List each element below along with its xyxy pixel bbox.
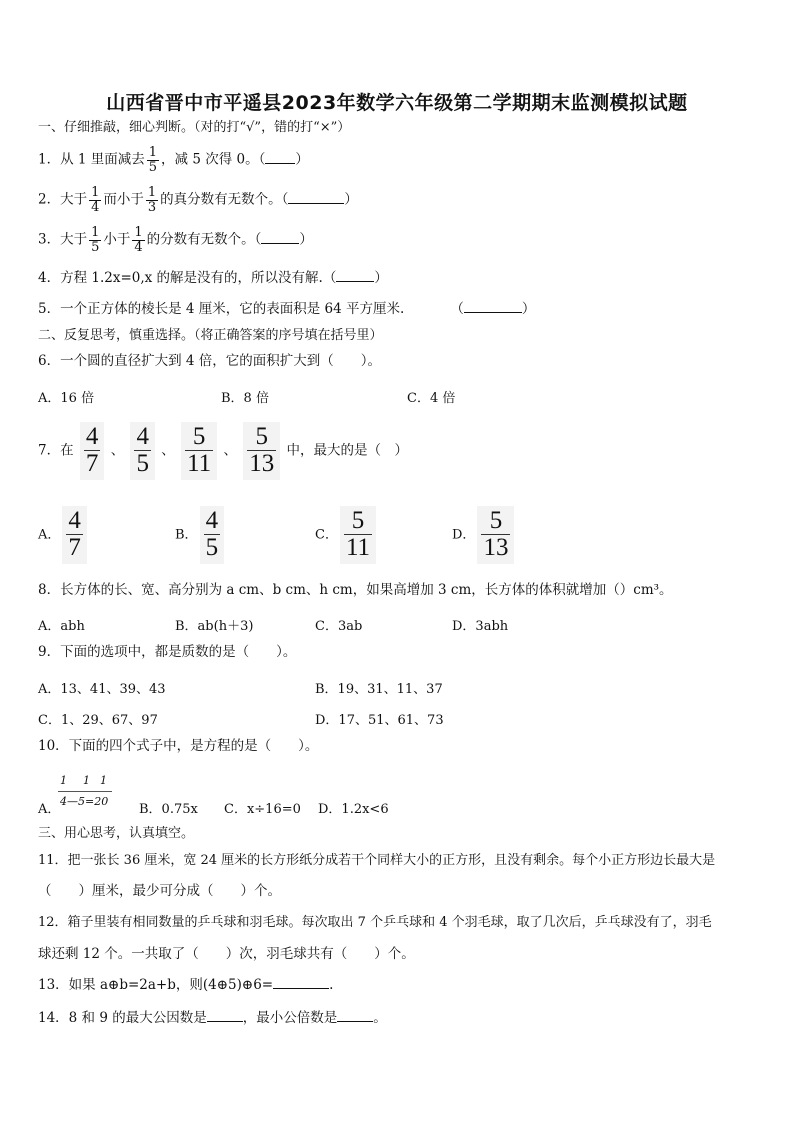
q7-option-d[interactable]: D． $\frac{5}{13}$ xyxy=(452,506,516,564)
q10-option-a-label[interactable]: A． xyxy=(38,802,61,817)
q3-answer-blank[interactable] xyxy=(261,243,299,244)
q6-option-c[interactable]: C．4 倍 xyxy=(407,391,456,406)
q8-option-c[interactable]: C．3ab xyxy=(315,619,363,634)
q1-text: 1．从 1 里面减去 xyxy=(38,151,145,168)
q14-answer-blank-lcm[interactable] xyxy=(337,1021,373,1022)
q7-option-c[interactable]: C． $\frac{5}{11}$ xyxy=(315,506,378,564)
question-12-line-2: 球还剩 12 个。一共取了（ ）次，羽毛球共有（ ）个。 xyxy=(38,946,415,962)
question-11-line-1: 11．把一张长 36 厘米，宽 24 厘米的长方形纸分成若干个同样大小的正方形，且没有剩余。每个小正方形边长最大是 xyxy=(38,853,716,868)
q1-answer-blank[interactable] xyxy=(265,163,295,164)
q10-option-a-denominators: 4—5=20 xyxy=(60,795,109,808)
question-1: 1．从 1 里面减去 $\frac{1}{5}$ ，减 5 次得 0。（ ） xyxy=(38,145,309,175)
q6-option-a[interactable]: A．16 倍 xyxy=(38,391,95,406)
question-12-line-1: 12．箱子里装有相同数量的乒乓球和羽毛球。每次取出 7 个乒乓球和 4 个羽毛球，取了几次后，乒乓球没有了，羽毛 xyxy=(38,915,712,930)
q2-fraction-b: $\frac{1}{3}$ xyxy=(147,185,157,215)
q10-option-a-numerators: 1 1 1 xyxy=(60,774,107,787)
q10-option-b[interactable]: B．0.75x xyxy=(139,802,198,817)
section-heading-3: 三、用心思考，认真填空。 xyxy=(38,826,195,841)
q8-option-b[interactable]: B．ab(h＋3) xyxy=(175,619,254,634)
q7-fraction-4: $\frac{5}{13}$ xyxy=(243,422,280,480)
section-heading-2: 二、反复思考，慎重选择。（将正确答案的序号填在括号里） xyxy=(38,328,383,343)
q7-fraction-1: $\frac{4}{7}$ xyxy=(80,422,105,480)
question-6: 6．一个圆的直径扩大到 4 倍，它的面积扩大到（ ）。 xyxy=(38,353,382,369)
q1-fraction: $\frac{1}{5}$ xyxy=(148,145,158,175)
q3-fraction-b: $\frac{1}{4}$ xyxy=(134,225,143,255)
question-10: 10．下面的四个式子中，是方程的是（ ）。 xyxy=(38,738,319,754)
q10-option-c[interactable]: C．x÷16=0 xyxy=(224,802,301,817)
question-11-line-2: （ ）厘米，最少可分成（ ）个。 xyxy=(38,883,281,899)
question-8: 8．长方体的长、宽、高分别为 a cm、b cm、h cm，如果高增加 3 cm，长方体的体积就增加（）cm³。 xyxy=(38,582,673,598)
q7-option-b[interactable]: B． $\frac{4}{5}$ xyxy=(175,506,226,564)
q9-option-b[interactable]: B．19、31、11、37 xyxy=(315,682,443,697)
q14-answer-blank-gcd[interactable] xyxy=(207,1021,243,1022)
q9-option-a[interactable]: A．13、41、39、43 xyxy=(38,682,166,697)
q10-option-d[interactable]: D．1.2x<6 xyxy=(318,802,389,817)
q4-answer-blank[interactable] xyxy=(336,281,374,282)
question-4: 4．方程 1.2x=0,x 的解是没有的，所以没有解.（ ） xyxy=(38,270,388,286)
q5-answer-blank[interactable] xyxy=(464,312,522,313)
question-3: 3．大于 $\frac{1}{5}$ 小于 $\frac{1}{4}$ 的分数有无数个。（ ） xyxy=(38,225,313,255)
q1-text-post: ，减 5 次得 0。（ xyxy=(161,151,266,168)
q6-option-b[interactable]: B．8 倍 xyxy=(221,391,269,406)
q8-option-a[interactable]: A．abh xyxy=(38,619,85,634)
q3-fraction-a: $\frac{1}{5}$ xyxy=(91,225,100,255)
question-9: 9．下面的选项中，都是质数的是（ ）。 xyxy=(38,644,297,660)
q8-option-d[interactable]: D．3abh xyxy=(452,619,509,634)
q13-answer-blank[interactable] xyxy=(273,988,329,989)
question-5: 5．一个正方体的棱长是 4 厘米，它的表面积是 64 平方厘米. （ ） xyxy=(38,301,536,317)
q7-fraction-3: $\frac{5}{11}$ xyxy=(181,422,217,480)
q9-option-c[interactable]: C．1、29、67、97 xyxy=(38,713,158,728)
question-13: 13．如果 a⊕b=2a+b，则(4⊕5)⊕6= . xyxy=(38,977,334,993)
q10-option-a-fraction-bar xyxy=(58,791,112,792)
section-heading-1: 一、仔细推敲，细心判断。（对的打“√”，错的打“×”） xyxy=(38,120,351,135)
q7-option-a[interactable]: A． $\frac{4}{7}$ xyxy=(38,506,89,564)
q2-answer-blank[interactable] xyxy=(288,203,344,204)
question-14: 14．8 和 9 的最大公因数是 ，最小公倍数是 。 xyxy=(38,1010,387,1026)
q2-fraction-a: $\frac{1}{4}$ xyxy=(91,185,100,215)
q9-option-d[interactable]: D．17、51、61、73 xyxy=(315,713,444,728)
page-title: 山西省晋中市平遥县2023年数学六年级第二学期期末监测模拟试题 xyxy=(106,92,688,114)
question-2: 2．大于 $\frac{1}{4}$ 而小于 $\frac{1}{3}$ 的真分数有无数个。（ ） xyxy=(38,185,358,215)
q7-fraction-2: $\frac{4}{5}$ xyxy=(130,422,155,480)
question-7: 7．在 $\frac{4}{7}$ 、 $\frac{4}{5}$ 、 $\frac{5}{11}$ 、 $\frac{5}{13}$ 中，最大的是（ ） xyxy=(38,422,408,480)
